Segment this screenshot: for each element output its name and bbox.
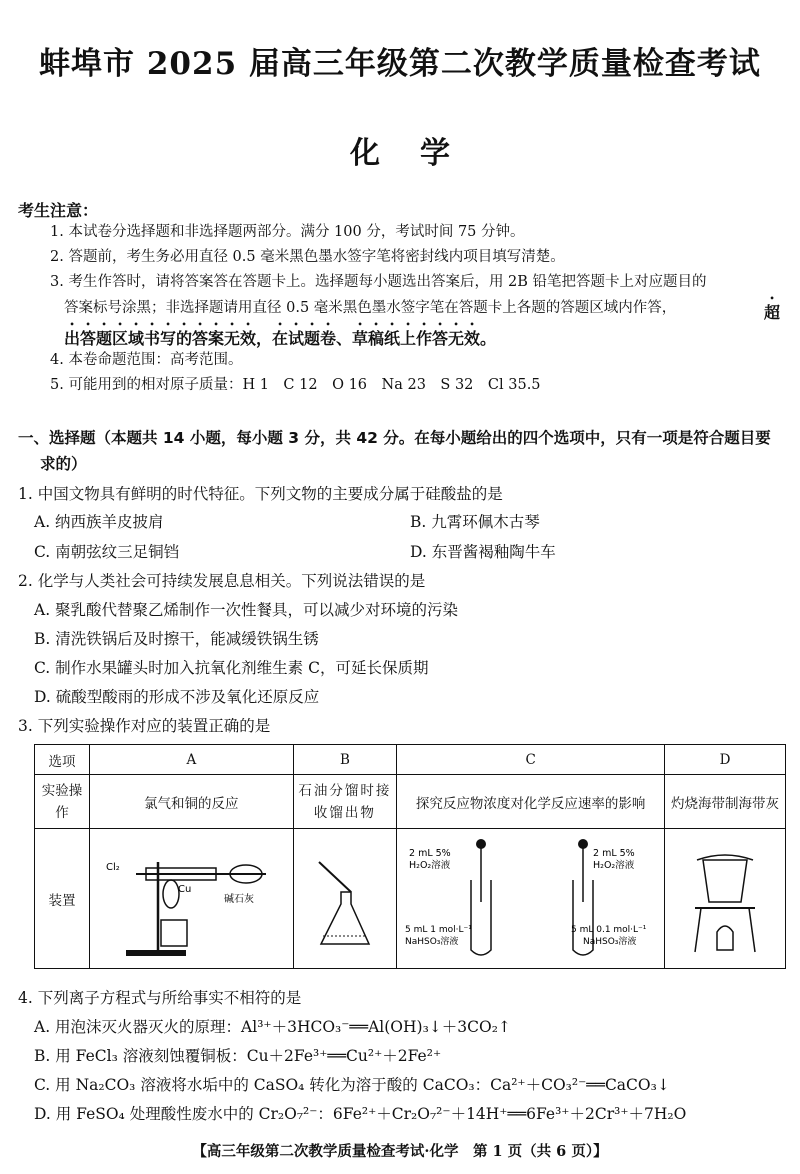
q2-option-d: D. 硫酸型酸雨的形成不涉及氧化还原反应 [34,688,320,706]
q3-op-d: 灼烧海带制海带灰 [665,775,786,829]
q1-option-c: C. 南朝弦纹三足铜铛 [34,543,180,561]
chlorine-copper-apparatus-icon [96,832,286,962]
q3-header-option: 选项 [35,745,90,775]
label-c-h2o2-vol-1: 2 mL 5% [408,847,451,859]
q3-op-b: 石油分馏时接收馏出物 [293,775,397,829]
test-tubes-icon [403,832,659,962]
q2-option-a: A. 聚乳酸代替聚乙烯制作一次性餐具，可以减少对环境的污染 [34,601,459,619]
q4-option-b: B. 用 FeCl₃ 溶液刻蚀覆铜板：Cu＋2Fe³⁺══Cu²⁺＋2Fe²⁺ [34,1047,442,1065]
device-a [90,829,293,969]
label-cu: Cu [178,883,192,895]
q2-option-b: B. 清洗铁锅后及时擦干，能减缓铁锅生锈 [34,630,319,648]
section-heading-cont: 求的） [40,455,87,473]
label-c-nahso3-conc-1: 5 mL 1 mol·L⁻¹ [404,924,472,935]
label-c-nahso3-conc-2: 5 mL 0.1 mol·L⁻¹ [570,924,647,935]
q1-option-a: A. 纳西族羊皮披肩 [34,513,164,531]
label-soda-lime: 碱石灰 [224,893,255,905]
label-c-h2o2-2: H₂O₂溶液 [592,859,634,871]
label-c-h2o2-1: H₂O₂溶液 [408,859,450,871]
q1-stem: 1. 中国文物具有鲜明的时代特征。下列文物的主要成分属于硅酸盐的是 [18,485,503,503]
label-cl2: Cl₂ [106,861,121,873]
notice-item-5: 5. 可能用到的相对原子质量：H 1 C 12 O 16 Na 23 S 32 Cl 35.5 [50,377,541,393]
q3-row-op-label: 实验操作 [35,775,90,829]
q1-option-b: B. 九霄环佩木古琴 [410,513,540,531]
exam-title: 蚌埠市 2025 届高三年级第二次教学质量检查考试 [39,46,761,82]
flask-receiver-icon [299,832,391,962]
q3-op-a: 氯气和铜的反应 [90,775,293,829]
notice-item-4: 4. 本卷命题范围：高考范围。 [50,352,243,368]
q3-header-a: A [90,745,293,775]
notice-title: 考生注意： [18,201,99,220]
q4-option-a: A. 用泡沫灭火器灭火的原理：Al³⁺＋3HCO₃⁻══Al(OH)₃↓＋3CO₂↑ [34,1018,511,1036]
subject-title: 化学 [350,136,490,171]
q4-option-d: D. 用 FeSO₄ 处理酸性废水中的 Cr₂O₇²⁻：6Fe²⁺＋Cr₂O₇²⁻＋14H⁺══6Fe³⁺＋2Cr³⁺＋7H₂O [34,1105,687,1123]
q3-row-dev-label: 装置 [35,829,90,969]
q3-stem: 3. 下列实验操作对应的装置正确的是 [18,717,271,735]
label-c-nahso3-2: NaHSO₃溶液 [582,936,637,947]
q3-header-b: B [293,745,397,775]
section-heading: 一、选择题（本题共 14 小题，每小题 3 分，共 42 分。在每小题给出的四个选项中，只有一项是符合题目要 [18,429,771,447]
device-c [397,829,665,969]
notice-item-3-emph-a: 超 [764,303,781,322]
crucible-burner-icon [665,832,785,962]
notice-item-3-emph-b: 出答题区域书写的答案无效，在试题卷、草稿纸上作答无效。 [64,329,497,348]
q4-option-c: C. 用 Na₂CO₃ 溶液将水垢中的 CaSO₄ 转化为溶于酸的 CaCO₃：Ca²⁺＋CO₃²⁻══CaCO₃↓ [34,1076,670,1094]
q3-header-c: C [397,745,665,775]
device-d [665,829,786,969]
q3-header-d: D [665,745,786,775]
q3-table [34,744,786,969]
q1-option-d: D. 东晋酱褐釉陶牛车 [410,543,556,561]
notice-item-3b: 答案标号涂黑；非选择题请用直径 0.5 毫米黑色墨水签字笔在答题卡上各题的答题区域内作答， [64,300,677,316]
notice-item-2: 2. 答题前，考生务必用直径 0.5 毫米黑色墨水签字笔将密封线内项目填写清楚。 [50,249,565,265]
notice-item-1: 1. 本试卷分选择题和非选择题两部分。满分 100 分，考试时间 75 分钟。 [50,224,525,240]
q4-stem: 4. 下列离子方程式与所给事实不相符的是 [18,989,302,1007]
page-footer: 【高三年级第二次教学质量检查考试·化学 第 1 页（共 6 页）】 [192,1143,608,1160]
notice-item-3: 3. 考生作答时，请将答案答在答题卡上。选择题每小题选出答案后，用 2B 铅笔把答题卡上对应题目的 [50,274,707,290]
label-c-h2o2-vol-2: 2 mL 5% [592,847,635,859]
device-b [293,829,397,969]
q2-option-c: C. 制作水果罐头时加入抗氧化剂维生素 C，可延长保质期 [34,659,429,677]
q2-stem: 2. 化学与人类社会可持续发展息息相关。下列说法错误的是 [18,572,426,590]
label-c-nahso3-1: NaHSO₃溶液 [404,936,459,947]
q3-op-c: 探究反应物浓度对化学反应速率的影响 [397,775,665,829]
